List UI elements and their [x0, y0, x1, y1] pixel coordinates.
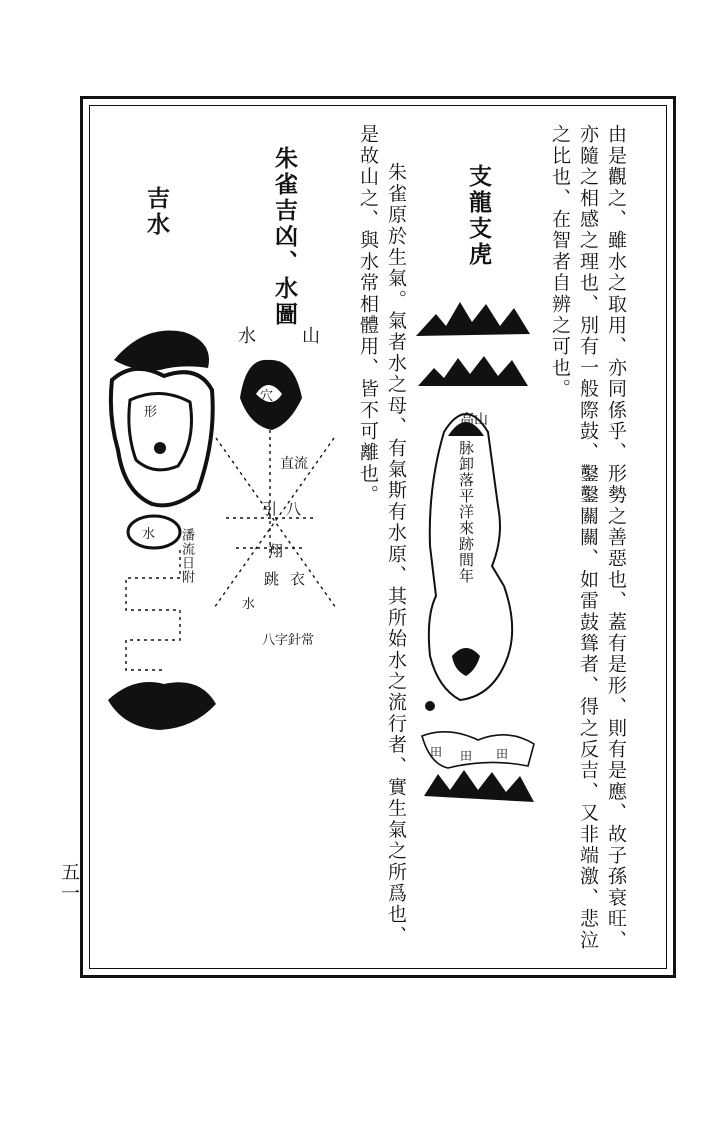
- jishui-water-label: 水: [142, 527, 156, 542]
- mountain-range-bottom: [424, 770, 534, 802]
- figure-title-zhuque: 朱雀吉凶、水圖: [271, 146, 297, 328]
- label-water: 水: [238, 326, 256, 347]
- label-water-2: 水: [242, 597, 256, 612]
- jishui-outer-ring: [111, 369, 213, 505]
- label-cave: 穴: [260, 389, 274, 404]
- jishui-diagram: [104, 320, 224, 740]
- field-plots: [422, 732, 534, 768]
- jishui-form-label: 形: [144, 405, 158, 420]
- jishui-inner-ring: [129, 393, 192, 469]
- label-pull: 引: [262, 500, 278, 518]
- jishui-top-mound: [114, 331, 209, 371]
- right-text-col-1: 由是觀之、雖水之取用、亦同係乎、形勢之善惡也、蓋有是形、則有是應、故子孫衰旺、: [605, 124, 627, 951]
- field-label-3: 田: [496, 747, 509, 761]
- jishui-meander: [126, 550, 180, 670]
- label-mountain: 山: [302, 326, 320, 347]
- peak-label: 高山: [460, 412, 488, 428]
- label-dance: 跳: [264, 570, 280, 588]
- middle-text-col-2: 是故山之、與水常相體用、皆不可離也。: [357, 124, 379, 506]
- label-fan: 八: [286, 500, 302, 518]
- figure-title-zhilong: 支龍支虎: [465, 164, 491, 268]
- right-text-col-3: 之比也、在智者自辨之可也。: [549, 124, 571, 400]
- page-number: 五一: [58, 862, 80, 904]
- field-label-2: 田: [460, 749, 473, 763]
- zhilong-diagram: [408, 296, 543, 836]
- label-soar: 翔: [268, 542, 284, 560]
- label-decline: 衣: [290, 570, 306, 588]
- jishui-bottom-mound: [108, 682, 216, 730]
- right-text-col-2: 亦隨之相感之理也、別有一般際鼓、鑿鑿關關、如雷鼓聳者、得之反吉、又非端激、悲泣: [577, 124, 599, 951]
- jishui-flow-label: 潘流日附: [179, 528, 194, 584]
- zhuque-diagram: [206, 318, 346, 688]
- mountain-range-upper: [416, 302, 530, 336]
- mountain-range-lower: [418, 356, 528, 386]
- label-straight: 直流: [280, 456, 308, 472]
- vein-label: 脉卸落平洋來跡間年: [457, 440, 475, 584]
- middle-text-col-1: 朱雀原於生氣。氣者水之母、有氣斯有水原、其所始水之流行者、實生氣之所爲也、: [385, 162, 407, 947]
- field-label-1: 田: [430, 745, 443, 759]
- figure-title-jishui: 吉水: [143, 186, 169, 238]
- label-bazi: 八字針常: [262, 633, 315, 648]
